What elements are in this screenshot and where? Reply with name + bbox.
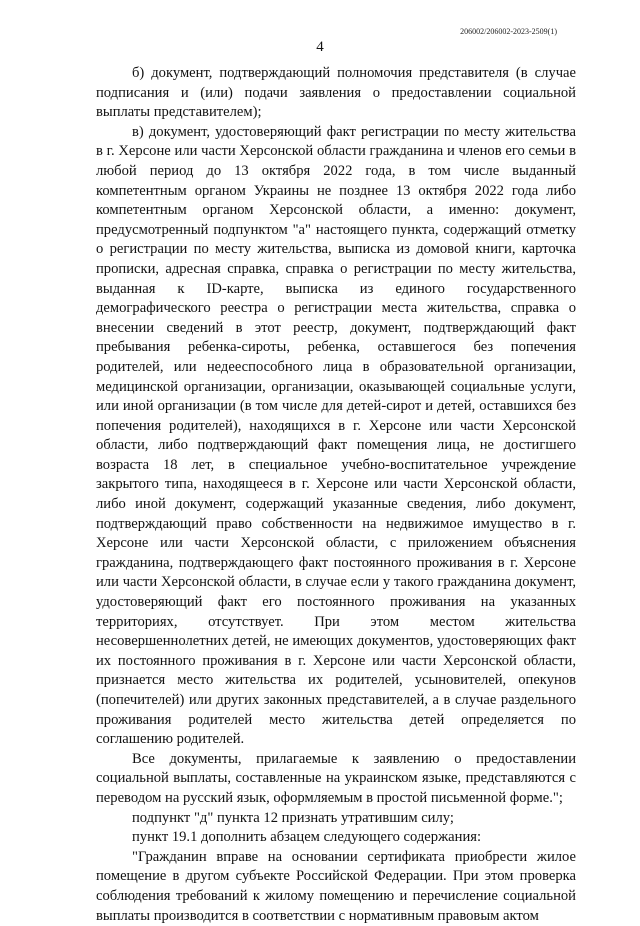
paragraph-point-19-1-amend: пункт 19.1 дополнить абзацем следующего содержания: bbox=[132, 829, 482, 846]
paragraph-subpoint-d-repeal: подпункт "д" пункта 12 признать утратившим силу; bbox=[132, 809, 454, 826]
paragraph-b-representative-document: б) документ, подтверждающий полномочия представителя (в случае подписания и (или) подачи заявления о предоставлении социальной выплаты представителем); bbox=[96, 65, 576, 121]
document-id: 206002/206002-2023-2509(1) bbox=[460, 27, 557, 36]
paragraph-v-registration-document: в) документ, удостоверяющий факт регистрации по месту жительства в г. Херсоне или части Херсонской области гражданина и членов его семьи в любой период до 13 октября 2022 года, в том числе выданный компетентным органом Украины не позднее 13 октября 2022 года либо компетентным органом Херсонской области, а именно: документ, предусмотренный подпунктом "а" настоящего пункта, содержащий отметку о регистрации по месту жительства, выписка из домовой книги, карточка прописки, адресная справка, справка о регистрации по месту жительства, выданная к ID-карте, выписка из единого государственного демографического реестра о регистрации места жительства, справка о внесении сведений в этот реестр, документ, подтверждающий факт пребывания ребенка-сироты, ребенка, оставшегося без попечения родителей, или недееспособного лица в образовательной организации, медицинской организации, организации, оказывающей социальные услуги, или иной организации (в том числе для детей-сирот и детей, оставшихся без попечения родителей), находящихся в г. Херсоне или части Херсонской области, либо подтверждающий факт помещения лица, не достигшего возраста 18 лет, в специальное учебно-воспитательное учреждение закрытого типа, находящееся в г. Херсоне или части Херсонской области, либо иной документ, содержащий указанные сведения, либо документ, подтверждающий право собственности на недвижимое имущество в г. Херсоне или части Херсонской области, с приложением объяснения гражданина, подтверждающего факт постоянного проживания в г. Херсоне или части Херсонской области, в случае если у такого гражданина документ, удостоверяющий факт его постоянного проживания на указанных территориях, отсутствует. При этом местом жительства несовершеннолетних детей, не имеющих документов, удостоверяющих факт их постоянного проживания в г. Херсоне или части Херсонской области, признается место жительства их родителей, усыновителей, опекунов (попечителей) или других законных представителей, а в случае раздельного проживания родителей место жительства детей определяется по соглашению родителей. bbox=[96, 123, 576, 748]
paragraph-translation-requirement: Все документы, прилагаемые к заявлению о предоставлении социальной выплаты, составленные на украинском языке, представляются с переводом на русский язык, оформляемым в простой письменной форме."; bbox=[96, 750, 576, 806]
page-number: 4 bbox=[316, 39, 324, 55]
paragraph-certificate-other-region: "Гражданин вправе на основании сертификата приобрести жилое помещение в другом субъекте Российской Федерации. При этом проверка соблюдения требований к жилому помещению и перечисление социальной выплаты производится в соответствии с нормативным правовым актом bbox=[96, 848, 576, 924]
document-body bbox=[96, 64, 576, 926]
